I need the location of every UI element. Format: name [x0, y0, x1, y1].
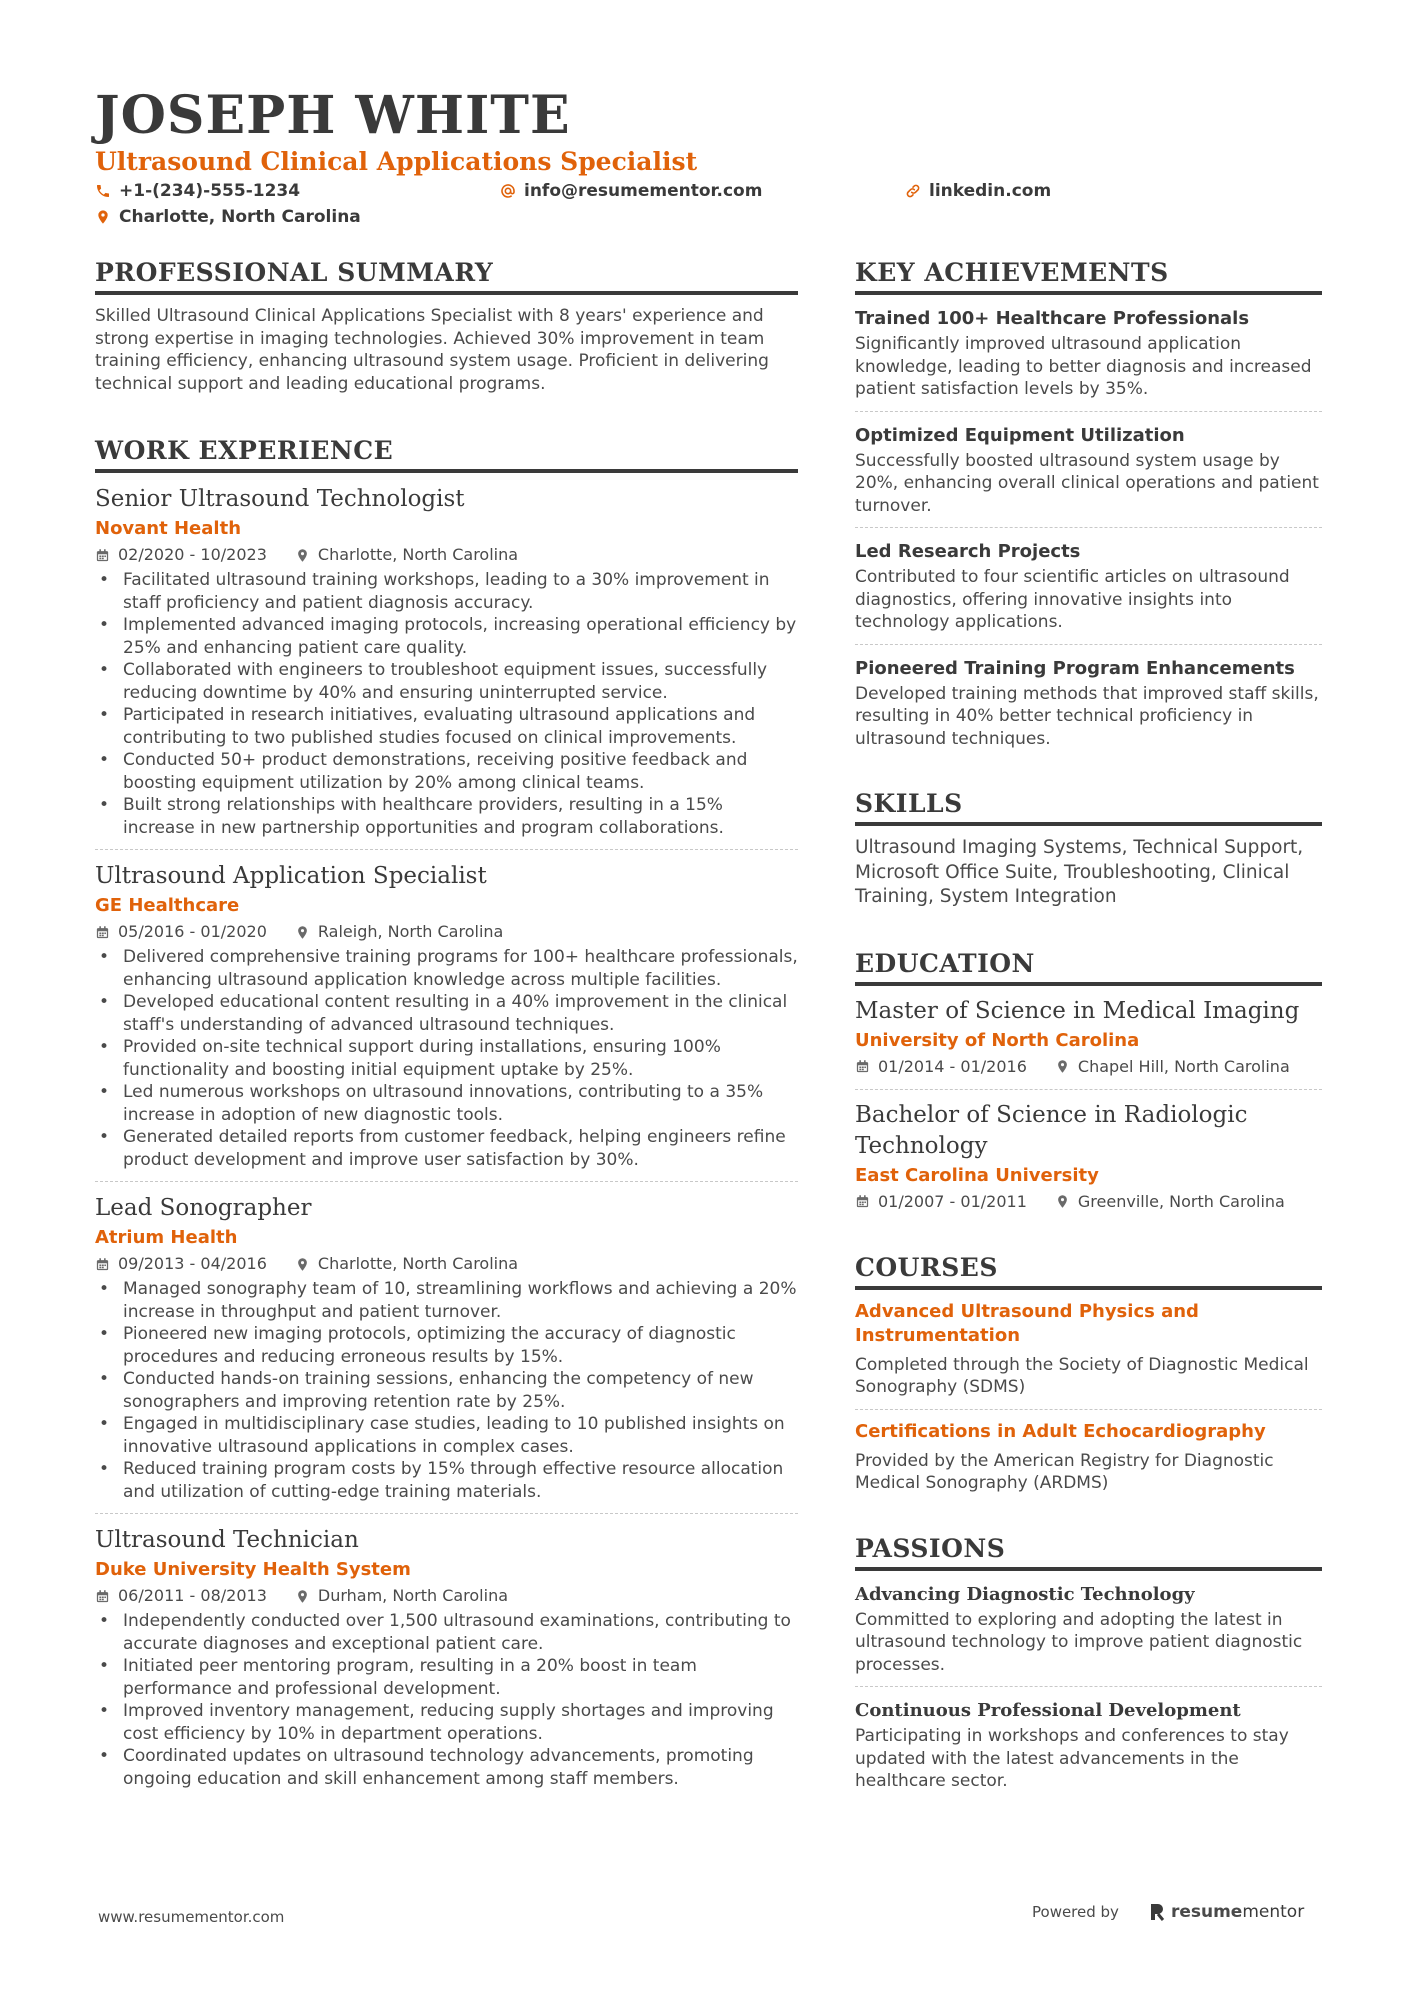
course-item: [855, 1420, 1322, 1495]
education-dates: [855, 1190, 1027, 1214]
job-dates-text: 09/2013 - 04/2016: [118, 1254, 267, 1273]
passion-item: [855, 1581, 1322, 1688]
course-text: Completed through the Society of Diagnostic Medical Sonography (SDMS): [855, 1354, 1309, 1397]
passion-item: [855, 1697, 1322, 1793]
job-entry: [95, 1524, 798, 1790]
experience-heading: WORK EXPERIENCE: [95, 435, 798, 473]
job-entry: [95, 483, 798, 850]
education-location-text: Greenville, North Carolina: [1077, 1191, 1285, 1211]
location-pin-icon: [295, 925, 310, 940]
education-meta: [855, 1055, 1322, 1079]
education-dates-text: 01/2014 - 01/2016: [878, 1056, 1027, 1076]
job-meta: [95, 920, 798, 944]
divider: [855, 1409, 1322, 1410]
divider: [95, 1513, 798, 1514]
phone-text: +1-(234)-555-1234: [119, 181, 301, 201]
contact-email[interactable]: [500, 181, 905, 201]
job-meta: [95, 543, 798, 567]
bullet-item: • Managed sonography team of 10, streamlining workflows and achieving a 20% increase in throughput and patient turnover.: [95, 1278, 798, 1323]
divider: [855, 527, 1322, 528]
contact-linkedin[interactable]: [905, 181, 1305, 201]
job-dates-text: 05/2016 - 01/2020: [118, 922, 267, 941]
job-location-text: Charlotte, North Carolina: [317, 545, 519, 564]
brand-logo: [1149, 1902, 1304, 1922]
achievement-item: [855, 422, 1322, 529]
achievement-item: [855, 655, 1322, 751]
job-dates: [95, 1584, 267, 1608]
location-pin-icon: [295, 1589, 310, 1604]
job-location-text: Durham, North Carolina: [317, 1586, 509, 1605]
powered-by-text: Powered by: [1032, 1903, 1119, 1921]
job-meta: [95, 1584, 798, 1608]
bullet-item: • Facilitated ultrasound training workshops, leading to a 30% improvement in staff proficiency and patient diagnosis accuracy.: [95, 569, 798, 614]
job-dates: [95, 920, 267, 944]
bullet-item: • Participated in research initiatives, evaluating ultrasound applications and contributing to two published studies focused on clinical improvements.: [95, 704, 798, 749]
location-pin-icon: [95, 209, 111, 225]
passion-title: Continuous Professional Development: [855, 1700, 1241, 1721]
divider: [95, 849, 798, 850]
education-item: [855, 1100, 1322, 1214]
bullet-item: • Conducted hands-on training sessions, enhancing the competency of new sonographers and improving retention rate by 25%.: [95, 1368, 798, 1413]
achievement-text: Significantly improved ultrasound application knowledge, leading to better diagnosis and increased patient satisfaction levels by 35%.: [855, 334, 1312, 399]
passion-text: Committed to exploring and adopting the latest in ultrasound technology to improve patient diagnostic processes.: [855, 1609, 1303, 1675]
job-location: [295, 1252, 518, 1276]
job-meta: [95, 1252, 798, 1276]
candidate-title: Ultrasound Clinical Applications Specialist: [95, 147, 698, 176]
education-item: [855, 996, 1322, 1090]
passion-list: [855, 1581, 1322, 1793]
contact-location: [95, 207, 361, 227]
course-item: [855, 1300, 1322, 1410]
achievement-item: [855, 305, 1322, 412]
candidate-name: JOSEPH WHITE: [95, 85, 571, 146]
calendar-icon: [95, 548, 110, 563]
school-name: East Carolina University: [855, 1164, 1099, 1186]
education-location: [1055, 1190, 1285, 1214]
passions-heading: PASSIONS: [855, 1533, 1322, 1571]
bullet-item: • Implemented advanced imaging protocols, increasing operational efficiency by 25% and enhancing patient care quality.: [95, 614, 798, 659]
bullet-item: • Led numerous workshops on ultrasound innovations, contributing to a 35% increase in adoption of new diagnostic tools.: [95, 1081, 798, 1126]
course-title: Certifications in Adult Echocardiography: [855, 1420, 1266, 1442]
job-location-text: Raleigh, North Carolina: [317, 922, 504, 941]
brand-name-a: resume: [1170, 1902, 1243, 1922]
achievement-title: Trained 100+ Healthcare Professionals: [855, 308, 1250, 329]
education-heading: EDUCATION: [855, 948, 1322, 986]
job-location: [295, 920, 503, 944]
job-dates: [95, 543, 267, 567]
at-icon: [500, 183, 516, 199]
bullet-item: • Improved inventory management, reducing supply shortages and improving cost efficiency by 10% in department operations.: [95, 1700, 798, 1745]
bullet-item: • Collaborated with engineers to troubleshoot equipment issues, successfully reducing downtime by 40% and ensuring uninterrupted service.: [95, 659, 798, 704]
achievements-heading: KEY ACHIEVEMENTS: [855, 257, 1322, 295]
summary-heading: PROFESSIONAL SUMMARY: [95, 257, 798, 295]
education-meta: [855, 1190, 1322, 1214]
location-pin-icon: [1055, 1059, 1070, 1074]
job-bullets: [95, 946, 798, 1171]
passion-title: Advancing Diagnostic Technology: [855, 1583, 1195, 1605]
skills-text: Ultrasound Imaging Systems, Technical Support, Microsoft Office Suite, Troubleshooting, Clinical Training, System Integration: [855, 837, 1304, 907]
job-title: Senior Ultrasound Technologist: [95, 486, 465, 512]
calendar-icon: [95, 1257, 110, 1272]
education-dates: [855, 1055, 1027, 1079]
job-title: Ultrasound Technician: [95, 1527, 359, 1553]
achievement-title: Led Research Projects: [855, 541, 1081, 562]
location-pin-icon: [295, 548, 310, 563]
contact-row-2: [95, 204, 1325, 230]
company-name: Duke University Health System: [95, 1559, 411, 1580]
calendar-icon: [95, 925, 110, 940]
calendar-icon: [855, 1059, 870, 1074]
linkedin-text: linkedin.com: [929, 181, 1052, 201]
achievement-item: [855, 538, 1322, 645]
education-location-text: Chapel Hill, North Carolina: [1077, 1056, 1290, 1076]
bullet-item: • Reduced training program costs by 15% through effective resource allocation and utilization of cutting-edge training materials.: [95, 1458, 798, 1503]
degree-title: Bachelor of Science in Radiologic Technology: [855, 1101, 1248, 1159]
location-text: Charlotte, North Carolina: [119, 207, 361, 227]
job-title: Ultrasound Application Specialist: [95, 863, 487, 889]
calendar-icon: [855, 1194, 870, 1209]
bullet-item: • Independently conducted over 1,500 ultrasound examinations, contributing to accurate diagnoses and exceptional patient care.: [95, 1610, 798, 1655]
resume-header: [95, 86, 1325, 230]
achievement-list: [855, 305, 1322, 750]
bullet-item: • Coordinated updates on ultrasound technology advancements, promoting ongoing education and skill enhancement among staff members.: [95, 1745, 798, 1790]
bullet-item: • Built strong relationships with healthcare providers, resulting in a 15% increase in new partnership opportunities and program collaborations.: [95, 794, 798, 839]
divider: [855, 411, 1322, 412]
bullet-item: • Generated detailed reports from customer feedback, helping engineers refine product development and improve user satisfaction by 30%.: [95, 1126, 798, 1171]
divider: [855, 644, 1322, 645]
divider: [855, 1089, 1322, 1090]
job-dates-text: 06/2011 - 08/2013: [118, 1586, 267, 1605]
link-icon: [905, 183, 921, 199]
passion-text: Participating in workshops and conferences to stay updated with the latest advancements in the healthcare sector.: [855, 1726, 1289, 1791]
courses-heading: COURSES: [855, 1252, 1322, 1290]
company-name: Novant Health: [95, 518, 242, 539]
bullet-item: • Pioneered new imaging protocols, optimizing the accuracy of diagnostic procedures and reducing erroneous results by 15%.: [95, 1323, 798, 1368]
bullet-item: • Developed educational content resulting in a 40% improvement in the clinical staff's understanding of advanced ultrasound techniques.: [95, 991, 798, 1036]
job-entry: [95, 860, 798, 1182]
job-entry: [95, 1192, 798, 1514]
school-name: University of North Carolina: [855, 1029, 1140, 1051]
location-pin-icon: [1055, 1194, 1070, 1209]
achievement-text: Developed training methods that improved staff skills, resulting in 40% better technical proficiency in ultrasound techniques.: [855, 683, 1319, 749]
bullet-item: • Conducted 50+ product demonstrations, receiving positive feedback and boosting equipment utilization by 20% among clinical teams.: [95, 749, 798, 794]
course-title: Advanced Ultrasound Physics and Instrumentation: [855, 1300, 1199, 1346]
resumementor-logo-icon: [1149, 1902, 1165, 1922]
summary-text: Skilled Ultrasound Clinical Applications Specialist with 8 years' experience and strong expertise in imaging technologies. Achieved 30% improvement in team training efficiency, enhancing ultrasound system usage. Proficient in delivering technical support and leading educational programs.: [95, 306, 769, 394]
job-bullets: [95, 569, 798, 839]
education-location: [1055, 1055, 1290, 1079]
brand-name-b: mentor: [1242, 1902, 1305, 1922]
degree-title: Master of Science in Medical Imaging: [855, 997, 1300, 1024]
phone-icon: [95, 183, 111, 199]
job-dates-text: 02/2020 - 10/2023: [118, 545, 267, 564]
bullet-item: • Provided on-site technical support during installations, ensuring 100% functionality and boosting initial equipment uptake by 25%.: [95, 1036, 798, 1081]
left-column: [95, 257, 798, 1790]
course-text: Provided by the American Registry for Diagnostic Medical Sonography (ARDMS): [855, 1450, 1274, 1493]
job-bullets: [95, 1610, 798, 1790]
achievement-text: Contributed to four scientific articles on ultrasound diagnostics, offering innovative insights into technology applications.: [855, 567, 1290, 632]
footer-brand: [1032, 1902, 1304, 1922]
education-list: [855, 996, 1322, 1214]
divider: [95, 1181, 798, 1182]
job-dates: [95, 1252, 267, 1276]
job-location-text: Charlotte, North Carolina: [317, 1254, 519, 1273]
job-location: [295, 543, 518, 567]
job-location: [295, 1584, 508, 1608]
education-dates-text: 01/2007 - 01/2011: [878, 1191, 1027, 1211]
skills-heading: SKILLS: [855, 788, 1322, 826]
job-list: [95, 483, 798, 1790]
bullet-item: • Initiated peer mentoring program, resulting in a 20% boost in team performance and professional development.: [95, 1655, 798, 1700]
job-title: Lead Sonographer: [95, 1195, 312, 1221]
right-column: [855, 257, 1322, 1793]
footer-website[interactable]: www.resumementor.com: [98, 1908, 285, 1926]
bullet-item: • Delivered comprehensive training programs for 100+ healthcare professionals, enhancing ultrasound application knowledge across multiple facilities.: [95, 946, 798, 991]
calendar-icon: [95, 1589, 110, 1604]
contact-row: [95, 178, 1325, 204]
email-text: info@resumementor.com: [524, 181, 763, 201]
company-name: GE Healthcare: [95, 895, 240, 916]
company-name: Atrium Health: [95, 1227, 238, 1248]
achievement-title: Pioneered Training Program Enhancements: [855, 657, 1295, 679]
job-bullets: [95, 1278, 798, 1503]
achievement-title: Optimized Equipment Utilization: [855, 424, 1185, 446]
achievement-text: Successfully boosted ultrasound system usage by 20%, enhancing overall clinical operations and patient turnover.: [855, 450, 1319, 516]
divider: [855, 1686, 1322, 1687]
location-pin-icon: [295, 1257, 310, 1272]
bullet-item: • Engaged in multidisciplinary case studies, leading to 10 published insights on innovative ultrasound applications in complex cases.: [95, 1413, 798, 1458]
contact-phone: [95, 181, 500, 201]
course-list: [855, 1300, 1322, 1495]
